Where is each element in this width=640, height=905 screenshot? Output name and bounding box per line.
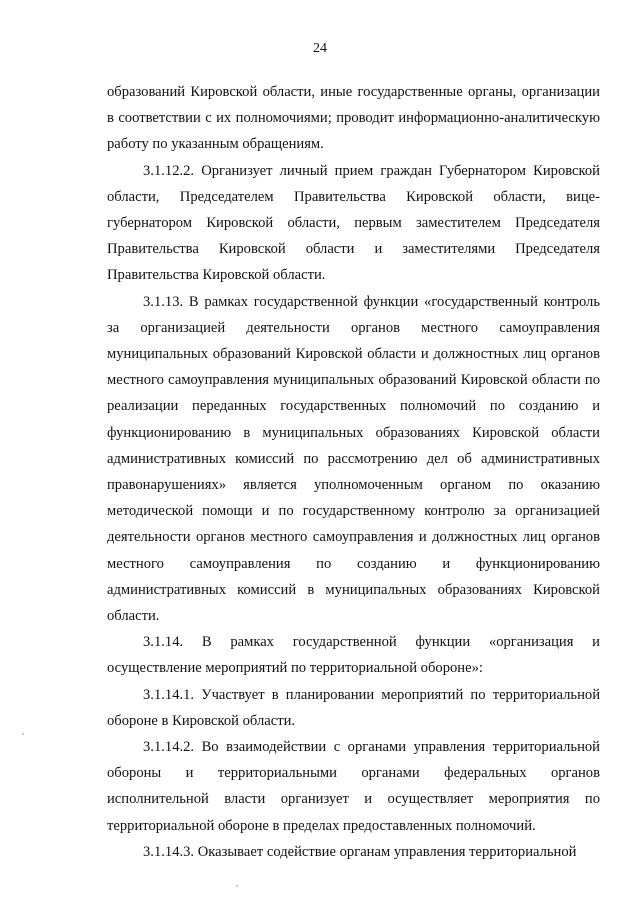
paragraph-3-1-14-3: 3.1.14.3. Оказывает содействие органам управления территориальной: [143, 843, 577, 860]
document-body: [107, 79, 600, 865]
paragraph-3-1-13: 3.1.13. В рамках государственной функции «государственный контроль за организацией деятельности органов местного самоуправления муниципальных образований Кировской области и должностных лиц органов местного самоуправления муниципальных образований Кировской области по реализации переданных государственных полномочий по созданию и функционированию в муниципальных образованиях Кировской области административных комиссий по рассмотрению дел об административных правонарушениях» является уполномоченным органом по оказанию методической помощи и по государственному контролю за организацией деятельности органов местного самоуправления и должностных лиц органов местного самоуправления по созданию и функционированию административных комиссий в муниципальных образованиях Кировской области.: [107, 293, 600, 625]
paragraph-3-1-14-2: 3.1.14.2. Во взаимодействии с органами управления территориальной обороны и территориальными органами федеральных органов исполнительной власти организует и осуществляет мероприятия по территориальной обороне в пределах предоставленных полномочий.: [107, 739, 600, 834]
paragraph-3-1-14: 3.1.14. В рамках государственной функции «организация и осуществление мероприятий по территориальной обороне»:: [107, 634, 600, 677]
page-number: 24: [313, 41, 327, 56]
scan-speck: [236, 885, 238, 887]
paragraph-continuation: образований Кировской области, иные государственные органы, организации в соответствии с их полномочиями; проводит информационно-аналитическую работу по указанным обращениям.: [107, 84, 600, 153]
scan-speck: [22, 733, 24, 735]
paragraph-3-1-14-1: 3.1.14.1. Участвует в планировании мероприятий по территориальной обороне в Кировской области.: [107, 686, 600, 729]
paragraph-3-1-12-2: 3.1.12.2. Организует личный прием граждан Губернатором Кировской области, Председателем Правительства Кировской области, вице-губернатором Кировской области, первым заместителем Председателя Правительства Кировской области и заместителями Председателя Правительства Кировской области.: [107, 162, 600, 284]
